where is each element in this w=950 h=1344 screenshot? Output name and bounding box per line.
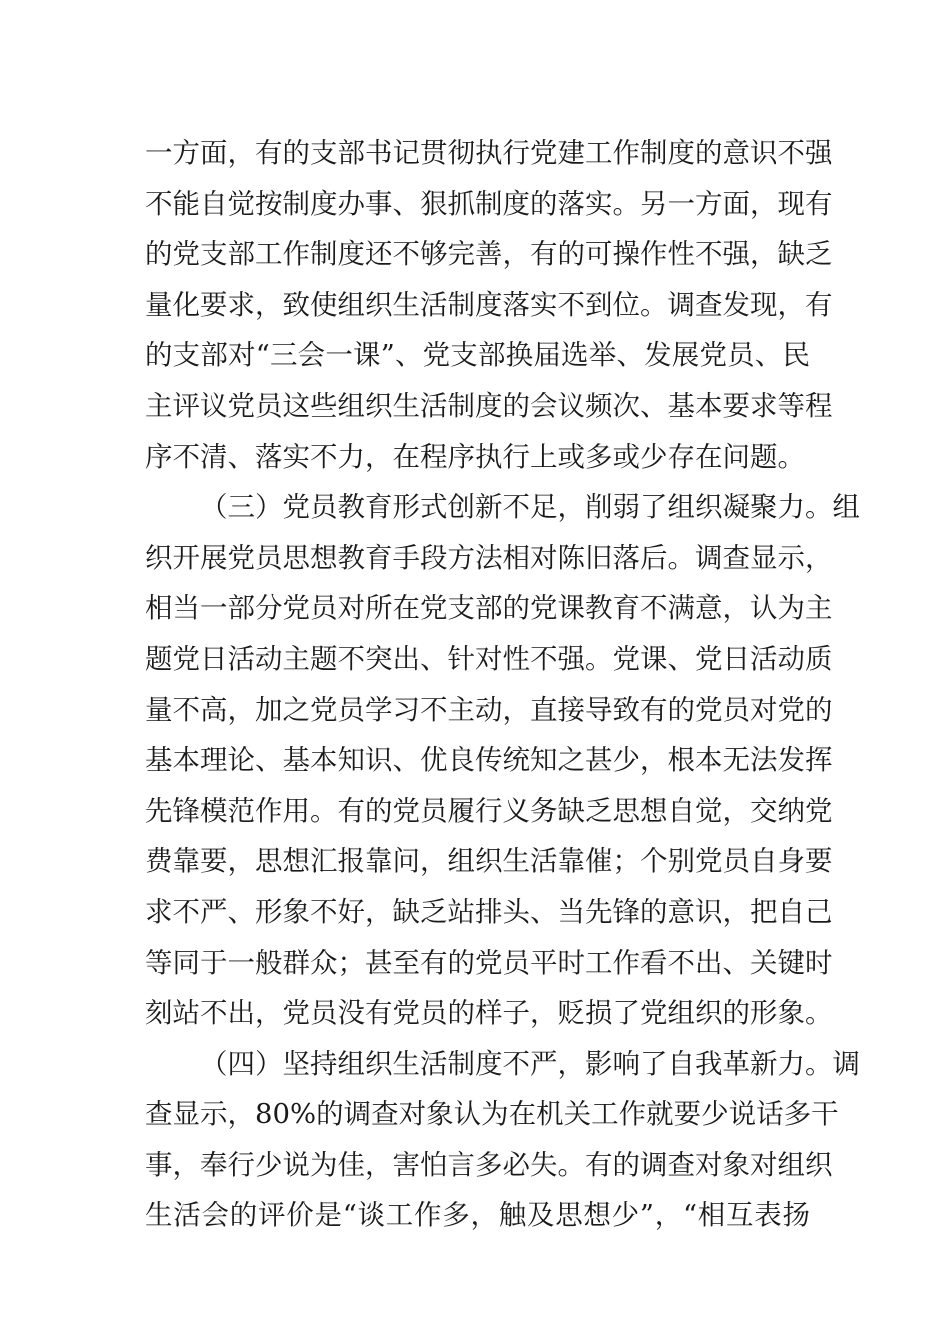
text-line: 生活会的评价是“谈工作多，触及思想少”，“相互表扬 [145,1199,810,1232]
text-line: 费靠要，思想汇报靠问，组织生活靠催；个别党员自身要 [145,845,833,878]
section-heading-line: （三）党员教育形式创新不足，削弱了组织凝聚力。组 [200,491,860,524]
text-line: 等同于一般群众；甚至有的党员平时工作看不出、关键时 [145,946,833,979]
text-line: 不能自觉按制度办事、狠抓制度的落实。另一方面，现有 [145,187,833,220]
document-body [145,128,860,1241]
text-line: 求不严、形象不好，缺乏站排头、当先锋的意识，把自己 [145,895,833,928]
text-line: 先锋模范作用。有的党员履行义务缺乏思想自觉，交纳党 [145,794,833,827]
text-line: 题党日活动主题不突出、针对性不强。党课、党日活动质 [145,642,833,675]
text-line: 相当一部分党员对所在党支部的党课教育不满意，认为主 [145,592,833,625]
text-line: 事，奉行少说为佳，害怕言多必失。有的调查对象对组织 [145,1148,833,1181]
text-line: 查显示，80%的调查对象认为在机关工作就要少说话多干 [145,1098,839,1131]
text-line: 序不清、落实不力，在程序执行上或多或少存在问题。 [145,440,805,473]
text-line: 的党支部工作制度还不够完善，有的可操作性不强，缺乏 [145,238,833,271]
text-line: 量不高，加之党员学习不主动，直接导致有的党员对党的 [145,693,833,726]
text-line: 一方面，有的支部书记贯彻执行党建工作制度的意识不强 [145,137,833,169]
text-line: 刻站不出，党员没有党员的样子，贬损了党组织的形象。 [145,997,833,1030]
text-line: 的支部对“三会一课”、党支部换届选举、发展党员、民 [145,339,810,372]
text-line: 织开展党员思想教育手段方法相对陈旧落后。调查显示， [145,541,833,574]
text-line: 基本理论、基本知识、优良传统知之甚少，根本无法发挥 [145,744,833,777]
text-line: 主评议党员这些组织生活制度的会议频次、基本要求等程 [145,389,833,422]
section-heading-line: （四）坚持组织生活制度不严，影响了自我革新力。调 [200,1047,860,1080]
text-line: 量化要求，致使组织生活制度落实不到位。调查发现，有 [145,288,833,321]
